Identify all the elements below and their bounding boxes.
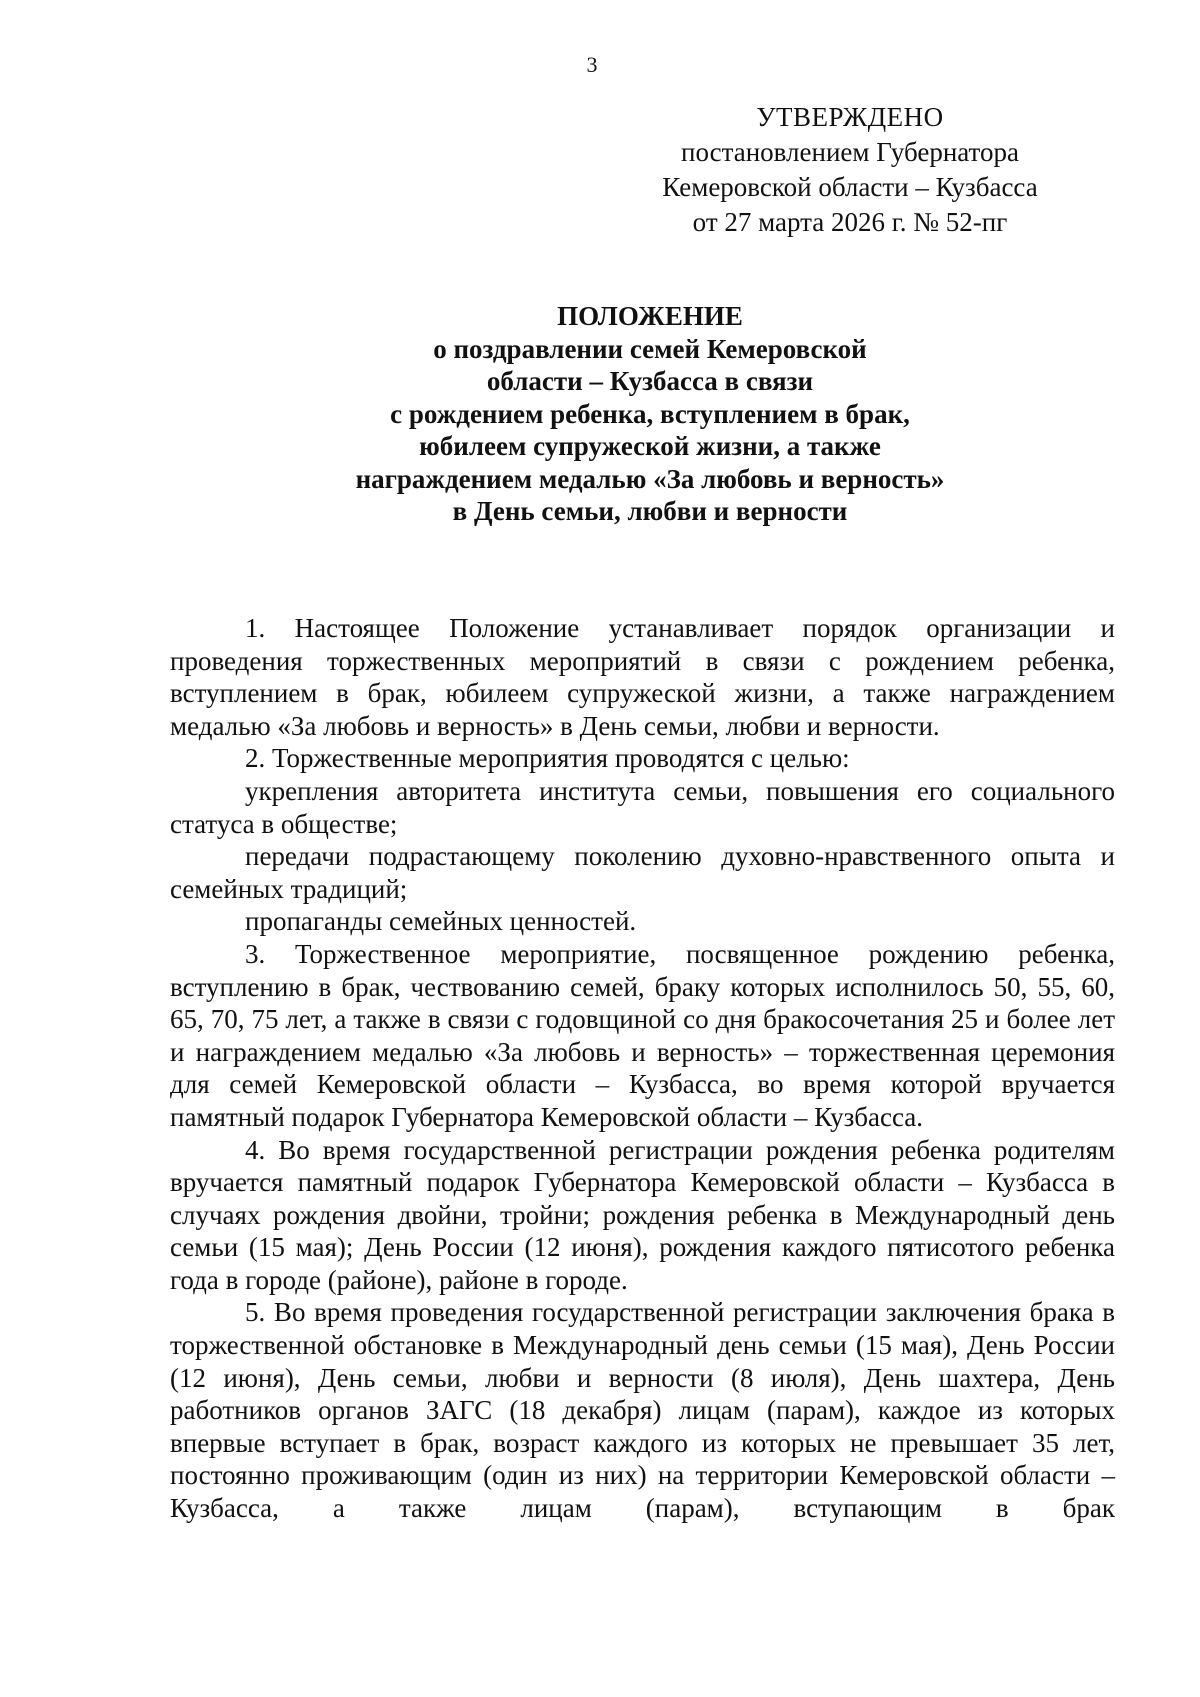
paragraph-2: 2. Торжественные мероприятия проводятся с целью:	[245, 743, 850, 774]
heading-line: с рождением ребенка, вступлением в брак,	[390, 398, 910, 429]
heading-line: области – Кузбасса в связи	[486, 366, 814, 396]
approval-line: постановлением Губернатора	[681, 137, 1019, 167]
approval-line: от 27 марта 2026 г. № 52-пг	[692, 207, 1008, 237]
document-body	[170, 612, 1115, 1525]
document-title: ПОЛОЖЕНИЕ	[557, 301, 743, 331]
heading-line: юбилеем супружеской жизни, а также	[419, 431, 881, 461]
paragraph-2-item: укрепления авторитета института семьи, повышения его социального статуса в обществе;	[170, 775, 1115, 839]
approval-stamp	[630, 100, 1070, 240]
heading-line: награждением медалью «За любовь и верность»	[355, 463, 945, 494]
paragraph-2-item: передачи подрастающему поколению духовно-нравственного опыта и семейных традиций;	[170, 841, 1115, 904]
document-heading	[170, 300, 1130, 528]
heading-line: о поздравлении семей Кемеровской	[433, 333, 867, 364]
paragraph-5: 5. Во время проведения государственной регистрации заключения брака в торжественной обстановке в Международный день семьи (15 мая), День России (12 июня), День семьи, любви и верности (8 июля), День шахтера, День работников органов ЗАГС (18 декабря) лицам (парам), каждое из которых впервые вступает в брак, возраст каждого из которых не превышает 35 лет, постоянно проживающим (один из них) на территории Кемеровской области – Кузбасса, а также лицам (парам), вступающим в брак	[170, 1297, 1115, 1524]
paragraph-4: 4. Во время государственной регистрации рождения ребенка родителям вручается памятный подарок Губернатора Кемеровской области – Кузбасса в случаях рождения двойни, тройни; рождения ребенка в Международный день семьи (15 мая); День России (12 июня), рождения каждого пятисотого ребенка года в городе (районе), районе в городе.	[170, 1134, 1115, 1295]
page-number: 3	[586, 52, 598, 77]
heading-line: в День семьи, любви и верности	[452, 496, 848, 526]
paragraph-2-item: пропаганды семейных ценностей.	[245, 906, 637, 937]
paragraph-3: 3. Торжественное мероприятие, посвященное рождению ребенка, вступлению в брак, чествованию семей, браку которых исполнилось 50, 55, 60, 65, 70, 75 лет, а также в связи с годовщиной со дня бракосочетания 25 и более лет и награждением медалью «За любовь и верность» – торжественная церемония для семей Кемеровской области – Кузбасса, во время которой вручается памятный подарок Губернатора Кемеровской области – Кузбасса.	[170, 938, 1115, 1132]
paragraph-1: 1. Настоящее Положение устанавливает порядок организации и проведения торжественных мероприятий в связи с рождением ребенка, вступлением в брак, юбилеем супружеской жизни, а также награждением медалью «За любовь и верность» в День семьи, любви и верности.	[170, 613, 1115, 741]
approval-line: Кемеровской области – Кузбасса	[662, 172, 1038, 202]
approval-title: УТВЕРЖДЕНО	[756, 102, 944, 132]
